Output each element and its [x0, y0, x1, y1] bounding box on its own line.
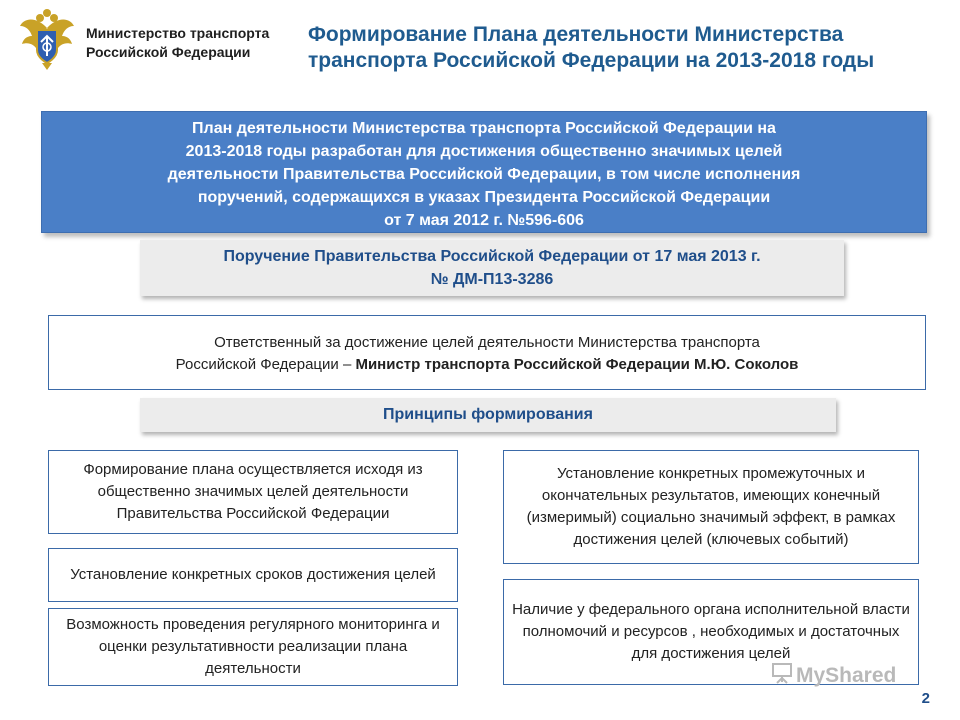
responsible-person: Министр транспорта Российской Федерации М.Ю. Соколов: [355, 356, 799, 373]
responsible-prefix: Российской Федерации –: [175, 356, 356, 373]
intro-line: деятельности Правительства Российской Федерации, в том числе исполнения: [167, 166, 801, 183]
ministry-name-line1: Министерство транспорта: [86, 25, 270, 41]
intro-line: План деятельности Министерства транспорта Российской Федерации на: [192, 120, 776, 137]
watermark: [772, 663, 932, 689]
order-line1: Поручение Правительства Российской Федерации от 17 мая 2013 г.: [223, 248, 761, 265]
intro-line: 2013-2018 годы разработан для достижения общественно значимых целей: [185, 143, 783, 160]
order-line2: № ДМ-П13-3286: [430, 271, 554, 288]
intro-line: от 7 мая 2012 г. №596-606: [384, 212, 584, 229]
principle-box: [503, 450, 919, 564]
watermark-text: MyShared: [796, 664, 897, 687]
principle-box: [48, 608, 458, 686]
principle-text: Наличие у федерального органа исполнительной власти полномочий и ресурсов , необходимых и достаточных для достижения целей: [512, 601, 910, 662]
responsible-box: [48, 315, 926, 390]
page-number: 2: [921, 690, 930, 707]
coat-of-arms-icon: [18, 8, 76, 72]
ministry-name: [86, 24, 296, 62]
principles-heading: Принципы формирования: [140, 398, 836, 432]
slide-title-line1: Формирование Плана деятельности Министерства: [308, 23, 844, 46]
intro-block: [41, 111, 927, 233]
responsible-line1: Ответственный за достижение целей деятельности Министерства транспорта: [214, 334, 760, 351]
government-order-ribbon: [140, 240, 844, 296]
principle-text: Формирование плана осуществляется исходя из общественно значимых целей деятельности Правительства Российской Федерации: [83, 461, 423, 522]
principle-text: Установление конкретных промежуточных и окончательных результатов, имеющих конечный (измеримый) социально значимый эффект, в рамках достижения целей (ключевых событий): [526, 465, 896, 548]
presentation-icon: [772, 662, 792, 691]
responsible-line2: [49, 354, 925, 376]
slide-title: [308, 22, 948, 74]
principle-text: Установление конкретных сроков достижения целей: [70, 566, 436, 583]
slide-title-line2: транспорта Российской Федерации на 2013-2018 годы: [308, 49, 875, 72]
principle-box: [48, 548, 458, 602]
intro-line: поручений, содержащихся в указах Президента Российской Федерации: [197, 189, 771, 206]
principle-text: Возможность проведения регулярного мониторинга и оценки результативности реализации плана деятельности: [66, 616, 440, 677]
principle-box: [48, 450, 458, 534]
ministry-name-line2: Российской Федерации: [86, 44, 251, 60]
